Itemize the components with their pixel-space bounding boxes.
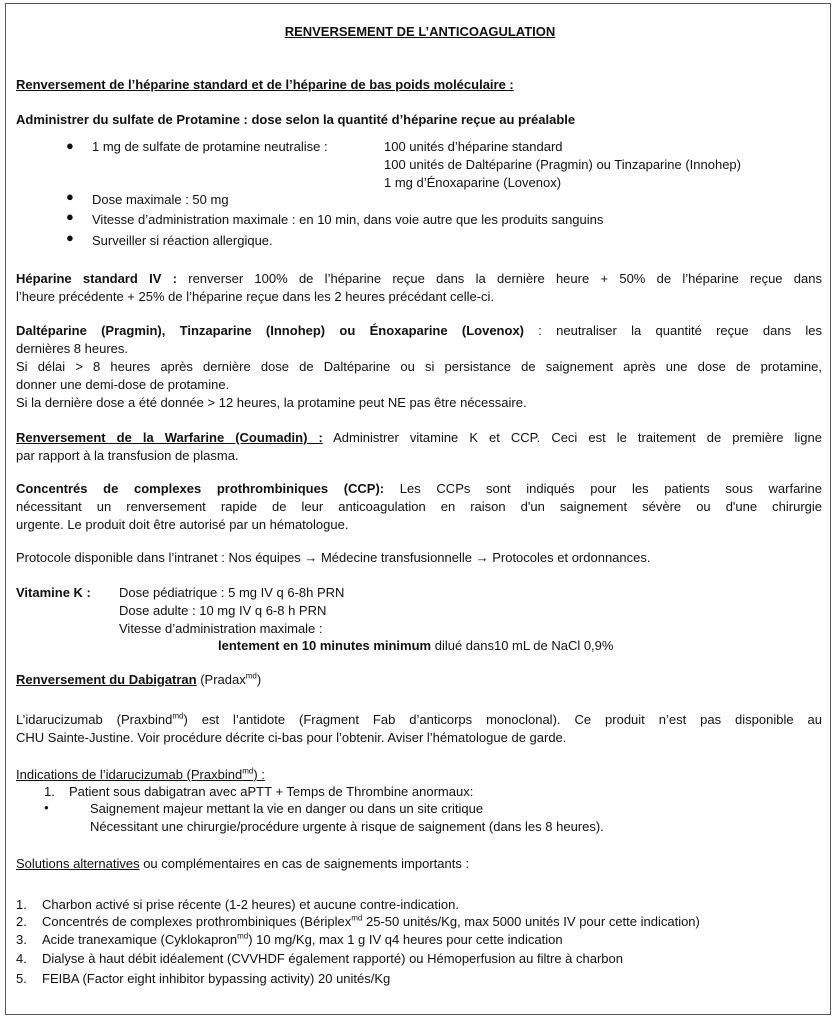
md-superscript: md — [245, 671, 257, 681]
alternatives-heading-underlined: Solutions alternatives — [16, 856, 140, 871]
lmwh-text-5: Si la dernière dose a été donnée > 12 heures, la protamine peut NE pas être nécessaire. — [16, 395, 527, 410]
allergy-watch: Surveiller si réaction allergique. — [92, 233, 273, 248]
vitamin-k-rate-bold: lentement en 10 minutes minimum — [218, 638, 432, 653]
alt-num-2: 2. — [16, 914, 27, 929]
bullet-icon: ● — [66, 138, 74, 153]
vitamin-k-adult: Dose adulte : 10 mg IV q 6-8 h PRN — [119, 603, 327, 618]
section-heparin-heading: Renversement de l’héparine standard et de l’héparine de bas poids moléculaire : — [16, 77, 514, 92]
vitamin-k-rate: Vitesse d’administration maximale : — [119, 621, 323, 636]
ccp-text-1: Les CCPs sont indiqués pour les patients sous warfarine — [384, 481, 822, 496]
alt-num-1: 1. — [16, 897, 27, 912]
lmwh-paragraph — [16, 322, 822, 412]
warfarin-label: Renversement de la Warfarine (Coumadin) : — [16, 430, 323, 445]
ccp-text-2: nécessitant un renversement rapide de leur anticoagulation en raison d'un saignement sévère ou d'une chirurgie — [16, 499, 822, 514]
indications-heading — [16, 767, 265, 783]
indication-3: Nécessitant une chirurgie/procédure urgente à risque de saignement (dans les 8 heures). — [90, 819, 604, 834]
max-dose: Dose maximale : 50 mg — [92, 192, 229, 207]
lmwh-text-4: donner une demi-dose de protamine. — [16, 377, 230, 392]
heparin-standard-text-1: renverser 100% de l’héparine reçue dans la dernière heure + 50% de l’héparine reçue dans — [176, 271, 822, 286]
indications-heading-a: Indications de l’idarucizumab (Praxbind — [16, 767, 243, 782]
idarucizumab-text-2: CHU Sainte-Justine. Voir procédure décrite ci-bas pour l’obtenir. Aviser l’hématologue de garde. — [16, 730, 567, 745]
vitamin-k-rate-value — [218, 638, 613, 654]
warfarin-text-1: Administrer vitamine K et CCP. Ceci est le traitement de première ligne — [322, 430, 823, 445]
protocol-note: Protocole disponible dans l’intranet : Nos équipes → Médecine transfusionnelle → Protocoles et ordonnances. — [16, 550, 651, 565]
indication-num-1: 1. — [44, 784, 55, 799]
bullet-icon: ● — [66, 189, 74, 204]
warfarin-paragraph — [16, 429, 822, 465]
alt-num-4: 4. — [16, 951, 27, 966]
idarucizumab-text-a: L’idarucizumab (Praxbind — [16, 712, 173, 727]
alt-num-3: 3. — [16, 932, 27, 947]
dabigatran-heading — [16, 672, 261, 688]
md-superscript: md — [172, 711, 184, 721]
bullet-icon: ● — [66, 230, 74, 245]
ccp-label: Concentrés de complexes prothrombiniques (CCP): — [16, 481, 385, 496]
dabigatran-heading-paren: (Pradax — [196, 672, 246, 687]
alt-item-2-b: 25-50 unités/Kg, max 5000 unités IV pour cette indication) — [362, 914, 700, 929]
md-superscript: md — [237, 931, 249, 941]
md-superscript: md — [242, 766, 254, 776]
alt-item-5: FEIBA (Factor eight inhibitor bypassing activity) 20 unités/Kg — [42, 971, 391, 986]
alt-item-4: Dialyse à haut débit idéalement (CVVHDF également rapporté) ou Hémoperfusion au filtre à charbon — [42, 951, 623, 966]
lmwh-label: Daltéparine (Pragmin), Tinzaparine (Innohep) ou Énoxaparine (Lovenox) — [16, 323, 524, 338]
protamine-subheading: Administrer du sulfate de Protamine : dose selon la quantité d’héparine reçue au préalable — [16, 112, 576, 127]
alt-item-3 — [42, 932, 563, 948]
indication-1: Patient sous dabigatran avec aPTT + Temps de Thrombine anormaux: — [69, 784, 474, 799]
idarucizumab-paragraph — [16, 711, 822, 747]
protamine-neutralise-label: 1 mg de sulfate de protamine neutralise : — [92, 139, 328, 154]
ccp-paragraph — [16, 480, 822, 534]
page-title: RENVERSEMENT DE L’ANTICOAGULATION — [284, 24, 556, 39]
max-rate: Vitesse d’administration maximale : en 10 min, dans voie autre que les produits sanguins — [92, 212, 604, 227]
dabigatran-heading-label: Renversement du Dabigatran — [16, 672, 197, 687]
warfarin-text-2: par rapport à la transfusion de plasma. — [16, 448, 239, 463]
indications-heading-b: ) : — [253, 767, 265, 782]
lmwh-text-3: Si délai > 8 heures après dernière dose de Daltéparine ou si persistance de saignement après une dose de protamine, — [16, 359, 822, 374]
alt-num-5: 5. — [16, 971, 27, 986]
alt-item-2 — [42, 914, 700, 930]
alt-item-1: Charbon activé si prise récente (1-2 heures) et aucune contre-indication. — [42, 897, 459, 912]
ccp-text-3: urgente. Le produit doit être autorisé par un hématologue. — [16, 517, 349, 532]
idarucizumab-text-b: ) est l’antidote (Fragment Fab d’anticorps monoclonal). Ce produit n’est pas disponible au — [183, 712, 823, 727]
indication-2: Saignement majeur mettant la vie en danger ou dans un site critique — [90, 801, 484, 816]
vitamin-k-rate-rest: dilué dans10 mL de NaCl 0,9% — [431, 638, 614, 653]
dabigatran-heading-close: ) — [256, 672, 262, 687]
md-superscript: md — [351, 913, 363, 923]
alt-item-3-b: ) 10 mg/Kg, max 1 g IV q4 heures pour cette indication — [248, 932, 563, 947]
vitamin-k-label: Vitamine K : — [16, 585, 91, 600]
heparin-standard-text-2: l’heure précédente + 25% de l’héparine reçue dans les 2 heures précédant celle-ci. — [16, 289, 495, 304]
lmwh-text-2: dernières 8 heures. — [16, 341, 129, 356]
protamine-value-2: 100 unités de Daltéparine (Pragmin) ou Tinzaparine (Innohep) — [384, 157, 741, 172]
alternatives-heading-rest: ou complémentaires en cas de saignements importants : — [139, 856, 470, 871]
alt-item-2-a: Concentrés de complexes prothrombiniques (Bériplex — [42, 914, 352, 929]
alternatives-heading — [16, 856, 469, 872]
protamine-value-1: 100 unités d’héparine standard — [384, 139, 563, 154]
heparin-standard-label: Héparine standard IV : — [16, 271, 177, 286]
lmwh-text-1: : neutraliser la quantité reçue dans les — [524, 323, 822, 338]
bullet-icon: ● — [44, 803, 49, 812]
heparin-standard-paragraph — [16, 270, 822, 306]
vitamin-k-pediatric: Dose pédiatrique : 5 mg IV q 6-8h PRN — [119, 585, 345, 600]
protamine-value-3: 1 mg d’Énoxaparine (Lovenox) — [384, 175, 562, 190]
bullet-icon: ● — [66, 209, 74, 224]
alt-item-3-a: Acide tranexamique (Cyklokapron — [42, 932, 238, 947]
